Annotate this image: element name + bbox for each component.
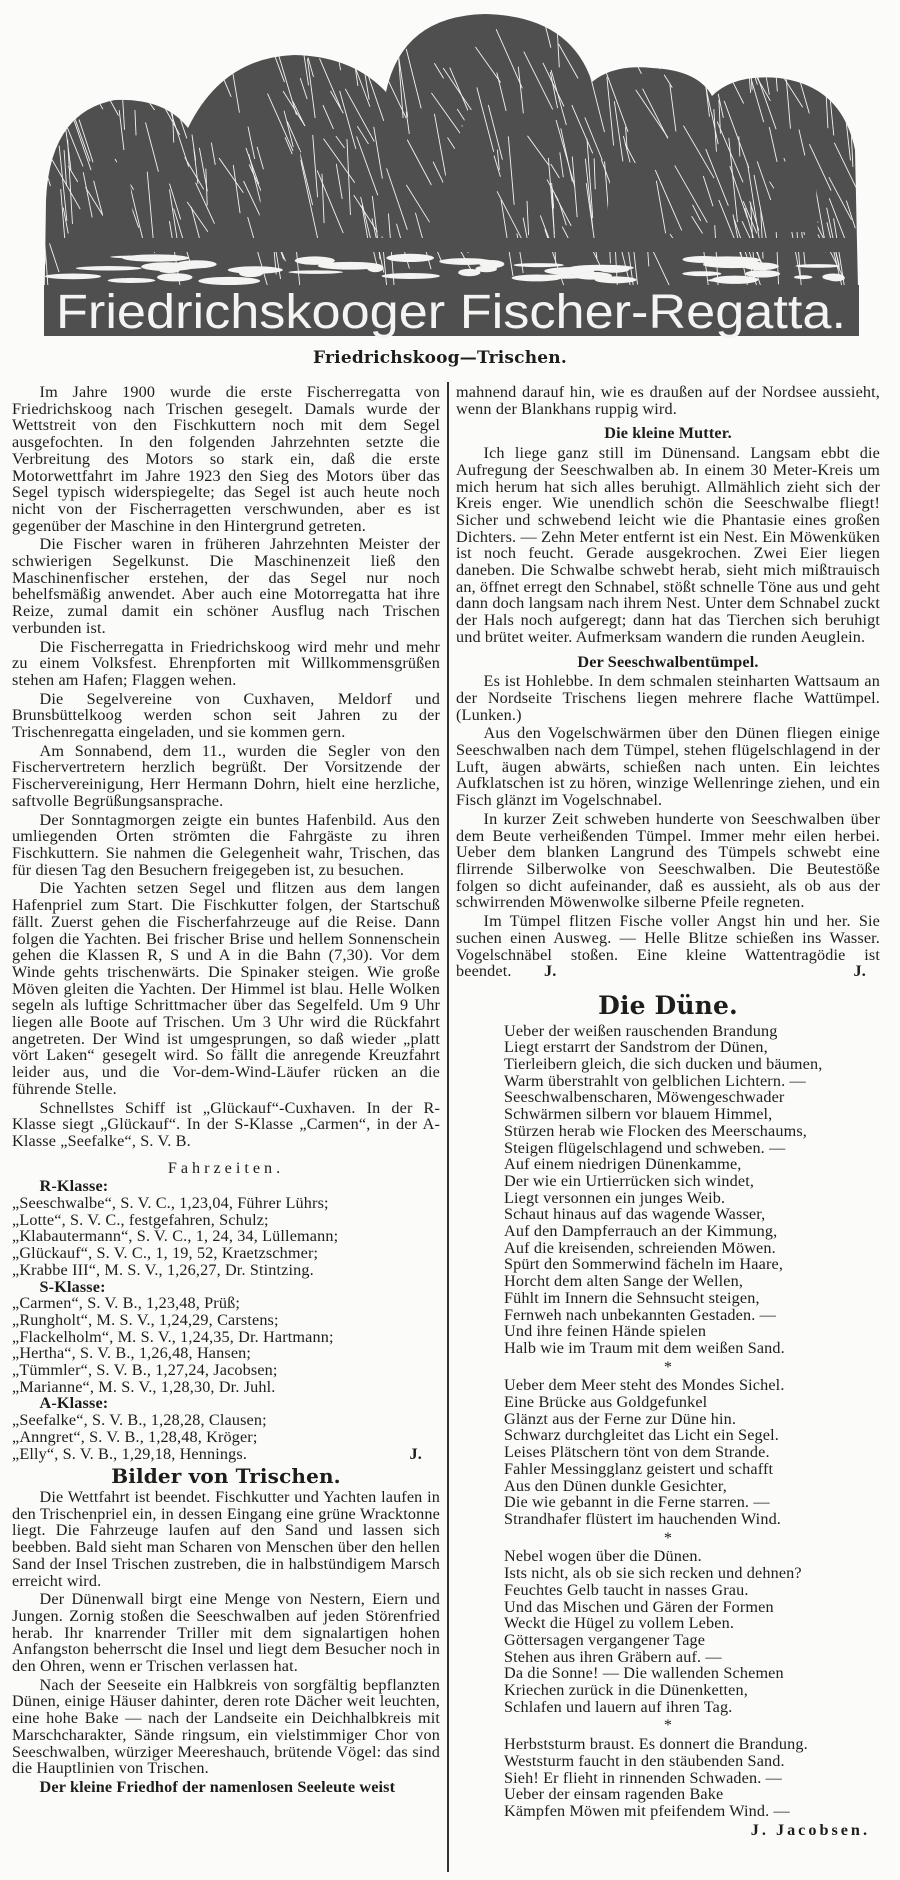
hatch-line — [77, 53, 84, 111]
poem-line: Nebel wogen über die Dünen. — [504, 1547, 702, 1566]
poem-line: Liegt erstarrt der Sandstrom der Dünen, — [504, 1038, 768, 1057]
poem-line: Halb wie im Traum mit dem weißen Sand. — [504, 1338, 785, 1357]
poem-line: Auf die kreisenden, schreienden Möwen. — [504, 1238, 776, 1257]
wave-mark — [795, 264, 840, 268]
hatch-line — [359, 13, 365, 59]
hatch-line — [845, 89, 857, 110]
wave-mark — [439, 258, 491, 265]
hatch-line — [374, 46, 383, 64]
hatch-line — [795, 10, 807, 27]
stanza — [504, 1023, 880, 1357]
hatch-line — [798, 16, 830, 65]
poem-line: Auf einem niedrigen Dünenkamme, — [504, 1155, 742, 1174]
poem-line: Horcht dem alten Sange der Wellen, — [504, 1272, 744, 1291]
hatch-line — [614, 51, 626, 67]
stanza-separator: * — [663, 1716, 673, 1735]
wave-mark — [45, 274, 101, 280]
poem-line: Schlafen und lauern auf ihren Tag. — [504, 1697, 733, 1716]
poem-line: Stürzen herab wie Flocken des Meerschaums, — [504, 1121, 807, 1140]
result-entry: „Krabbe III“, M. S. V., 1,26,27, Dr. Stintzing. — [12, 1260, 314, 1279]
paragraph: Aus den Vogelschwärmen über den Dünen fliegen einige Seeschwalben nach dem Tümpel, stehen flügelschlagend in der Luft, äugen abwärts, schießen nach unten. Ein leichtes Aufklatschen ist zu hören, winzige Wellenringe ziehen, und ein Fisch glänzt im Vogelschnabel. — [456, 724, 880, 810]
wave-mark — [745, 270, 780, 277]
hatch-line — [330, 37, 343, 56]
result-entry: „Klabautermann“, S. V. C., 1, 24, 34, Lüllemann; — [12, 1227, 339, 1246]
wave-mark — [108, 278, 156, 283]
result-entry: „Tümmler“, S. V. B., 1,27,24, Jacobsen; — [12, 1361, 278, 1380]
poem-line: Tierleibern gleich, die sich ducken und bäumen, — [504, 1055, 823, 1074]
hatch-line — [187, 61, 192, 88]
poem-line: Schaut hinaus auf das wagende Wasser, — [504, 1205, 766, 1224]
wave-mark — [288, 270, 343, 273]
paragraph: Der Sonntagmorgen zeigte ein buntes Hafenbild. Aus den umliegenden Orten strömten die Fahrgäste zu ihren Fischkuttern. Sie nahmen die Gelegenheit wahr, Trischen, das für diesen Tag den Besuchern freigegeben ist, zu besuchen. — [12, 810, 440, 879]
stanza — [504, 1548, 880, 1715]
poem-line: Glänzt aus der Ferne zur Düne hin. — [504, 1409, 737, 1428]
hatch-line — [378, 29, 391, 61]
poem-line: Und ihre feinen Hände spielen — [504, 1322, 707, 1341]
wave-mark — [458, 269, 480, 276]
wave-mark — [514, 263, 564, 267]
hatch-line — [172, 59, 178, 85]
paragraph: Die Fischerregatta in Friedrichskoog wird mehr und mehr zu einem Volksfest. Ehrenpforten mit Willkommensgrüßen stehen am Hafen; Flaggen wehen. — [12, 637, 440, 689]
hatch-line — [64, 29, 70, 53]
column-divider — [447, 382, 449, 1872]
poem-line: Weckt die Hügel zu vollem Leben. — [504, 1614, 735, 1633]
poem-line: Fahler Messingglanz geistert und schafft — [504, 1459, 774, 1478]
poem-line: Kämpfen Möwen mit pfeifendem Wind. — — [504, 1801, 790, 1820]
wave-mark — [166, 265, 203, 269]
paragraph: Der kleine Friedhof der namenlosen Seeleute weist — [39, 1777, 396, 1796]
poem-line: Sieh! Er flieht in rinnenden Schwaden. — — [504, 1768, 782, 1787]
poem-line: Ueber dem Meer steht des Mondes Sichel. — [504, 1376, 785, 1395]
hatch-line — [654, 31, 659, 70]
wave-mark — [157, 273, 193, 281]
poem-line: Eine Brücke aus Goldgefunkel — [504, 1393, 708, 1412]
hatch-line — [594, 57, 597, 76]
poem-author: J. Jacobsen. — [750, 1820, 870, 1839]
results-heading: Fahrzeiten. — [167, 1158, 285, 1177]
wave-mark — [295, 256, 335, 264]
poem-line: Der wie ein Urtierrücken sich windet, — [504, 1171, 755, 1190]
poem-line: Steigen flügelschlagend und schweben. — — [504, 1138, 786, 1157]
result-entry: „Elly“, S. V. B., 1,29,18, Hennings. — [12, 1444, 248, 1463]
poem-line: Herbststurm braust. Es donnert die Brandung. — [504, 1735, 808, 1754]
hatch-line — [671, 28, 697, 64]
wave-mark — [367, 264, 383, 272]
hatch-line — [53, 25, 68, 62]
wave-mark — [386, 254, 434, 262]
paragraph: Die Segelvereine von Cuxhaven, Meldorf und Brunsbüttelkoog werden schon seit Jahren zu der Trischenregatta eingeladen, und sie kommen gern. — [12, 689, 440, 742]
poem-line: Die wie gebannt in die Ferne starren. — — [504, 1493, 770, 1512]
paragraph: Schnellstes Schiff ist „Glückauf“-Cuxhaven. In der R-Klasse siegt „Glückauf“. In der S-Klasse „Carmen“, in der A-Klasse „Seefalke“, S. V. B. — [12, 1098, 440, 1150]
paragraph: Am Sonnabend, dem 11., wurden die Segler von den Fischervertretern herzlich begrüßt. Der Vorsitzende der Fischervereinigung, Herr Hermann Dohrn, hielt eine herzliche, saftvolle Begrüßungsansprache. — [12, 741, 440, 810]
poem-line: Feuchtes Gelb taucht in nasses Grau. — [504, 1580, 749, 1599]
poem — [456, 1023, 880, 1820]
paragraph: Es ist Hohlebbe. In dem schmalen steinharten Wattsaum an der Nordseite Trischens liegen mehrere flache Wattümpel. (Lunken.) — [456, 672, 880, 724]
stanza — [504, 1377, 880, 1527]
wave-mark — [794, 275, 813, 279]
poem-line: Spürt den Sommerwind fächeln im Haare, — [504, 1255, 784, 1274]
poem-line: Göttersagen vergangener Tage — [504, 1630, 706, 1649]
poem-line: Ueber der einsam ragenden Bake — [504, 1785, 724, 1804]
hatch-line — [67, 51, 92, 104]
result-entry: „Seeschwalbe“, S. V. C., 1,23,04, Führer Lührs; — [12, 1194, 329, 1213]
poem-line: Auf den Dampferrauch an der Kimmung, — [504, 1222, 778, 1241]
hatch-line — [116, 37, 121, 57]
poem-line: Ueber der weißen rauschenden Brandung — [504, 1021, 778, 1040]
hatch-line — [811, 24, 822, 54]
wave-mark — [198, 277, 260, 285]
poem-line: Seeschwalbenscharen, Möwengeschwader — [504, 1088, 785, 1107]
paragraph: In kurzer Zeit schweben hunderte von Seeschwalben über dem Beute verheißenden Tümpel. Immer mehr eilen herbei. Ueber dem blanken Langrund des Tümpels schwebt eine flirrende Silberwolke von Seeschwalben. Die Beutestöße folgen so dicht aufeinander, daß es aussieht, als ob aus der schwirrenden Möwenwolke silberne Pfeile regneten. — [456, 809, 880, 912]
hatch-line — [729, 30, 741, 64]
hatch-line — [634, 10, 645, 48]
subheading-mutter: Die kleine Mutter. — [604, 424, 732, 443]
poem-line: Fernweh nach unbekannten Gestaden. — — [504, 1305, 776, 1324]
poem-line: Da die Sonne! — Die wallenden Schemen — [504, 1664, 784, 1683]
wave-mark — [110, 255, 171, 258]
poem-line: Fühlt im Innern die Sehnsucht steigen, — [504, 1288, 760, 1307]
hatch-line — [713, 22, 723, 69]
wave-mark — [382, 273, 440, 279]
poem-line: Warm überstrahlt von gelblichen Lichtern. — — [504, 1071, 806, 1090]
hatch-line — [113, 24, 133, 64]
poem-line: Und das Mischen und Gären der Formen — [504, 1597, 774, 1616]
hatch-line — [209, 23, 213, 70]
hulls — [60, 238, 850, 252]
sail-fourth — [605, 160, 655, 240]
result-entry: „Flackelholm“, M. S. V., 1,24,35, Dr. Hartmann; — [12, 1327, 334, 1346]
paragraph-text: Im Tümpel flitzen Fische voller Angst hin und her. Sie suchen einen Ausweg. — Helle Blitze schießen ins Wasser. Vogelschnäbel stoßen. Eine kleine Wattentragödie ist beendet. — [456, 912, 880, 981]
result-entry: „Glückauf“, S. V. C., 1, 19, 52, Kraetzschmer; — [12, 1244, 319, 1263]
poem-line: Liegt versonnen ein junges Weib. — [504, 1188, 726, 1207]
paragraph: Die Wettfahrt ist beendet. Fischkutter und Yachten laufen in den Trischenpriel ein, in dessen Eingang eine grüne Wracktonne liegt. Die Fahrzeuge laufen auf den Sand und lassen sich beebben. Bald sieht man Scharen von Menschen über den hellen Sand der Insel Trischen zustreben, die in halbstündigem Marsch erreicht wird. — [12, 1488, 440, 1590]
result-entry: „Anngret“, S. V. B., 1,28,48, Kröger; — [12, 1427, 258, 1446]
hatch-line — [151, 38, 167, 74]
poem-title: Die Düne. — [598, 990, 738, 1020]
hatch-line — [82, 73, 103, 109]
results-list — [12, 1178, 440, 1462]
paragraph: Die Yachten setzen Segel und flitzen aus dem langen Hafenpriel zum Start. Die Fischkutter folgen, der Startschuß fällt. Zuerst gehen die Fischerfahrzeuge auf die Reise. Dann folgen die Yachten. Bei frischer Brise und hellem Sonnenschein gehen die Klassen R, S und A in die Bahn (7,30). Vor dem Winde gehts trischenwärts. Die Spinaker steigen. Wie große Möven gleiten die Yachten. Der Himmel ist blau. Helle Wolken segeln als luftige Schrittmacher über das Segelfeld. Um 9 Uhr liegen alle Boote auf Trischen. Um 3 Uhr wird die Rückfahrt angetreten. Der Wind ist umgesprungen, so daß wieder „platt vört Laken“ gesegelt wird. So fällt die anregende Kreuzfahrt leider aus, und die Vor-dem-Wind-Läufer rücken an die führende Stelle. — [12, 879, 440, 1098]
hatch-line — [583, 29, 607, 63]
stanza-separator: * — [663, 1528, 673, 1547]
hatch-line — [836, 46, 857, 83]
result-entry: „Carmen“, S. V. B., 1,23,48, Prüß; — [12, 1294, 240, 1313]
stanza-separator: * — [663, 1357, 673, 1376]
result-entry: „Rungholt“, M. S. V., 1,24,29, Carstens; — [12, 1310, 279, 1329]
hatch-line — [788, 41, 803, 71]
result-entry: „Seefalke“, S. V. B., 1,28,28, Clausen; — [12, 1411, 267, 1430]
wave-mark — [743, 262, 779, 270]
result-entry: „Lotte“, S. V. C., festgefahren, Schulz; — [12, 1210, 269, 1229]
hatch-line — [43, 11, 60, 46]
paragraph: Im Jahre 1900 wurde die erste Fischerregatta von Friedrichskoog nach Trischen gesegelt. Damals wurde der Wettstreit von den Fischkuttern noch mit dem Segel ausgefochten. In den folgenden Jahrzehnten setzte die Verbreitung des Motors so stark ein, daß die erste Motorwettfahrt im Jahre 1923 den Sieg des Motors über das Segel typisch widerspiegelte; das Segel ist auch heute noch nicht von der Fischerragetten verschwunden, aber es ist gegenüber der Maschine in den Hintergrund getreten. — [12, 383, 440, 535]
right-column — [456, 384, 880, 1838]
poem-line: Schwärmen silbern vor blauem Himmel, — [504, 1105, 773, 1124]
hatch-line — [704, 10, 730, 59]
woodcut-illustration — [0, 0, 900, 345]
left-column — [12, 384, 440, 1798]
wave-mark — [76, 266, 142, 270]
poem-line: Ists nicht, als ob sie sich recken und dehnen? — [504, 1564, 802, 1583]
page-title: Friedrichskoog—Trischen. — [313, 348, 567, 368]
wave-mark — [713, 277, 733, 282]
wave-mark — [228, 266, 283, 274]
hatch-line — [83, 10, 114, 57]
result-entry: „Hertha“, S. V. B., 1,26,48, Hansen; — [12, 1344, 252, 1363]
woodcut-lettering: Friedrichskooger Fischer-Regatta. — [56, 286, 847, 339]
wave-mark — [682, 271, 721, 276]
wave-mark — [822, 273, 844, 280]
hatch-line — [671, 18, 681, 38]
result-entry: „Marianne“, M. S. V., 1,28,30, Dr. Juhl. — [12, 1377, 276, 1396]
wave-mark — [573, 272, 612, 280]
paragraph-with-signature — [456, 913, 880, 980]
hatch-line — [736, 19, 757, 85]
poem-line: Strandhafer flüstert im hauchenden Wind. — [504, 1510, 782, 1528]
hatch-line — [70, 42, 80, 58]
article-body — [12, 384, 440, 1150]
hatch-line — [71, 64, 76, 118]
hatch-line — [41, 155, 50, 186]
poem-line: Kriechen zurück in die Dünenketten, — [504, 1681, 748, 1700]
hatch-line — [180, 28, 189, 63]
hatch-line — [143, 46, 150, 65]
paragraph: Der Dünenwall birgt eine Menge von Nestern, Eiern und Jungen. Zornig stoßen die Seeschwalben auf jeden Störenfried herab. Ihr knarrender Triller mit dem signalartigen hohen Anfangston beherrscht die Insel und liegt dem Besucher noch in den Ohren, wenn er Trischen verlassen hat. — [12, 1590, 440, 1676]
poem-line: Leises Plätschern tönt von dem Strande. — [504, 1443, 770, 1462]
poem-line: Stehen aus ihren Gräbern auf. — — [504, 1647, 722, 1666]
poem-line: Weststurm faucht in den stäubenden Sand. — [504, 1751, 785, 1770]
paragraph-continuation: mahnend darauf hin, wie es draußen auf der Nordsee aussieht, wenn der Blankhans ruppig wird. — [456, 383, 880, 418]
poem-line: Aus den Dünen dunkle Gesichter, — [504, 1476, 727, 1495]
subheading-tuempel: Der Seeschwalbentümpel. — [577, 652, 759, 671]
class-label: A-Klasse: — [39, 1394, 109, 1413]
hatch-line — [860, 244, 867, 274]
paragraph: Ich liege ganz still im Dünensand. Langsam ebbt die Aufregung der Seeschwalben ab. In einem 30 Meter-Kreis um mich herum hat sich alles beruhigt. Allmählich zieht sich der Kreis enger. Wie unendlich schön die Seeschwalbe fliegt! Sicher und schwebend leicht wie die Phantasie eines großen Dichters. — Zehn Meter entfernt ist ein Nest. Ein Möwenküken ist noch feucht. Gerade ausgekrochen. Zwei Eier liegen daneben. Die Schwalbe schwebt herab, sieht mich mißtrauisch an, öffnet erregt den Schnabel, stößt schnelle Töne aus und geht dann doch langsam nach ihrem Nest. Unter dem Schnabel zuckt der Hals noch aufgeregt; dann hat das Tierchen sich beruhigt und brütet weiter. Aufmerksam wandern die runden Aeuglein. — [456, 444, 880, 646]
paragraph: Die Fischer waren in früheren Jahrzehnten Meister der schwierigen Segelkunst. Die Maschinenzeit ließ den Maschinenfischer erstehen, der das Segel nur noch behelfsmäßig anwendet. Aber auch eine Motorregatta hat ihre Reize, zumal damit ein schöner Ausflug nach Trischen verbunden ist. — [12, 535, 440, 637]
paragraph: Nach der Seeseite ein Halbkreis von sorgfältig bepflanzten Dünen, einige Häuser dahinter, deren rote Dächer weit leuchten, eine hohe Bake — nach der Landseite ein Deichhalbkreis mit Marschcharakter, Sände ringsum, ein vielstimmiger Chor von Seeschwalben, würziger Meereshauch, brütende Vögel: das sind die Hauptlinien von Trischen. — [12, 1675, 440, 1778]
class-label: S-Klasse: — [39, 1277, 106, 1296]
hatch-line — [57, 63, 68, 110]
result-row-with-signature — [12, 1446, 440, 1463]
sail-fifth — [772, 160, 818, 232]
section-title-bilder: Bilder von Trischen. — [111, 1464, 341, 1489]
signature: J. J. — [543, 962, 866, 981]
stanza — [504, 1736, 880, 1820]
signature: J. — [409, 1444, 422, 1463]
class-label: R-Klasse: — [39, 1177, 109, 1196]
hatch-line — [830, 34, 857, 88]
poem-line: Schwarz durchgleitet das Licht ein Segel. — [504, 1426, 779, 1445]
